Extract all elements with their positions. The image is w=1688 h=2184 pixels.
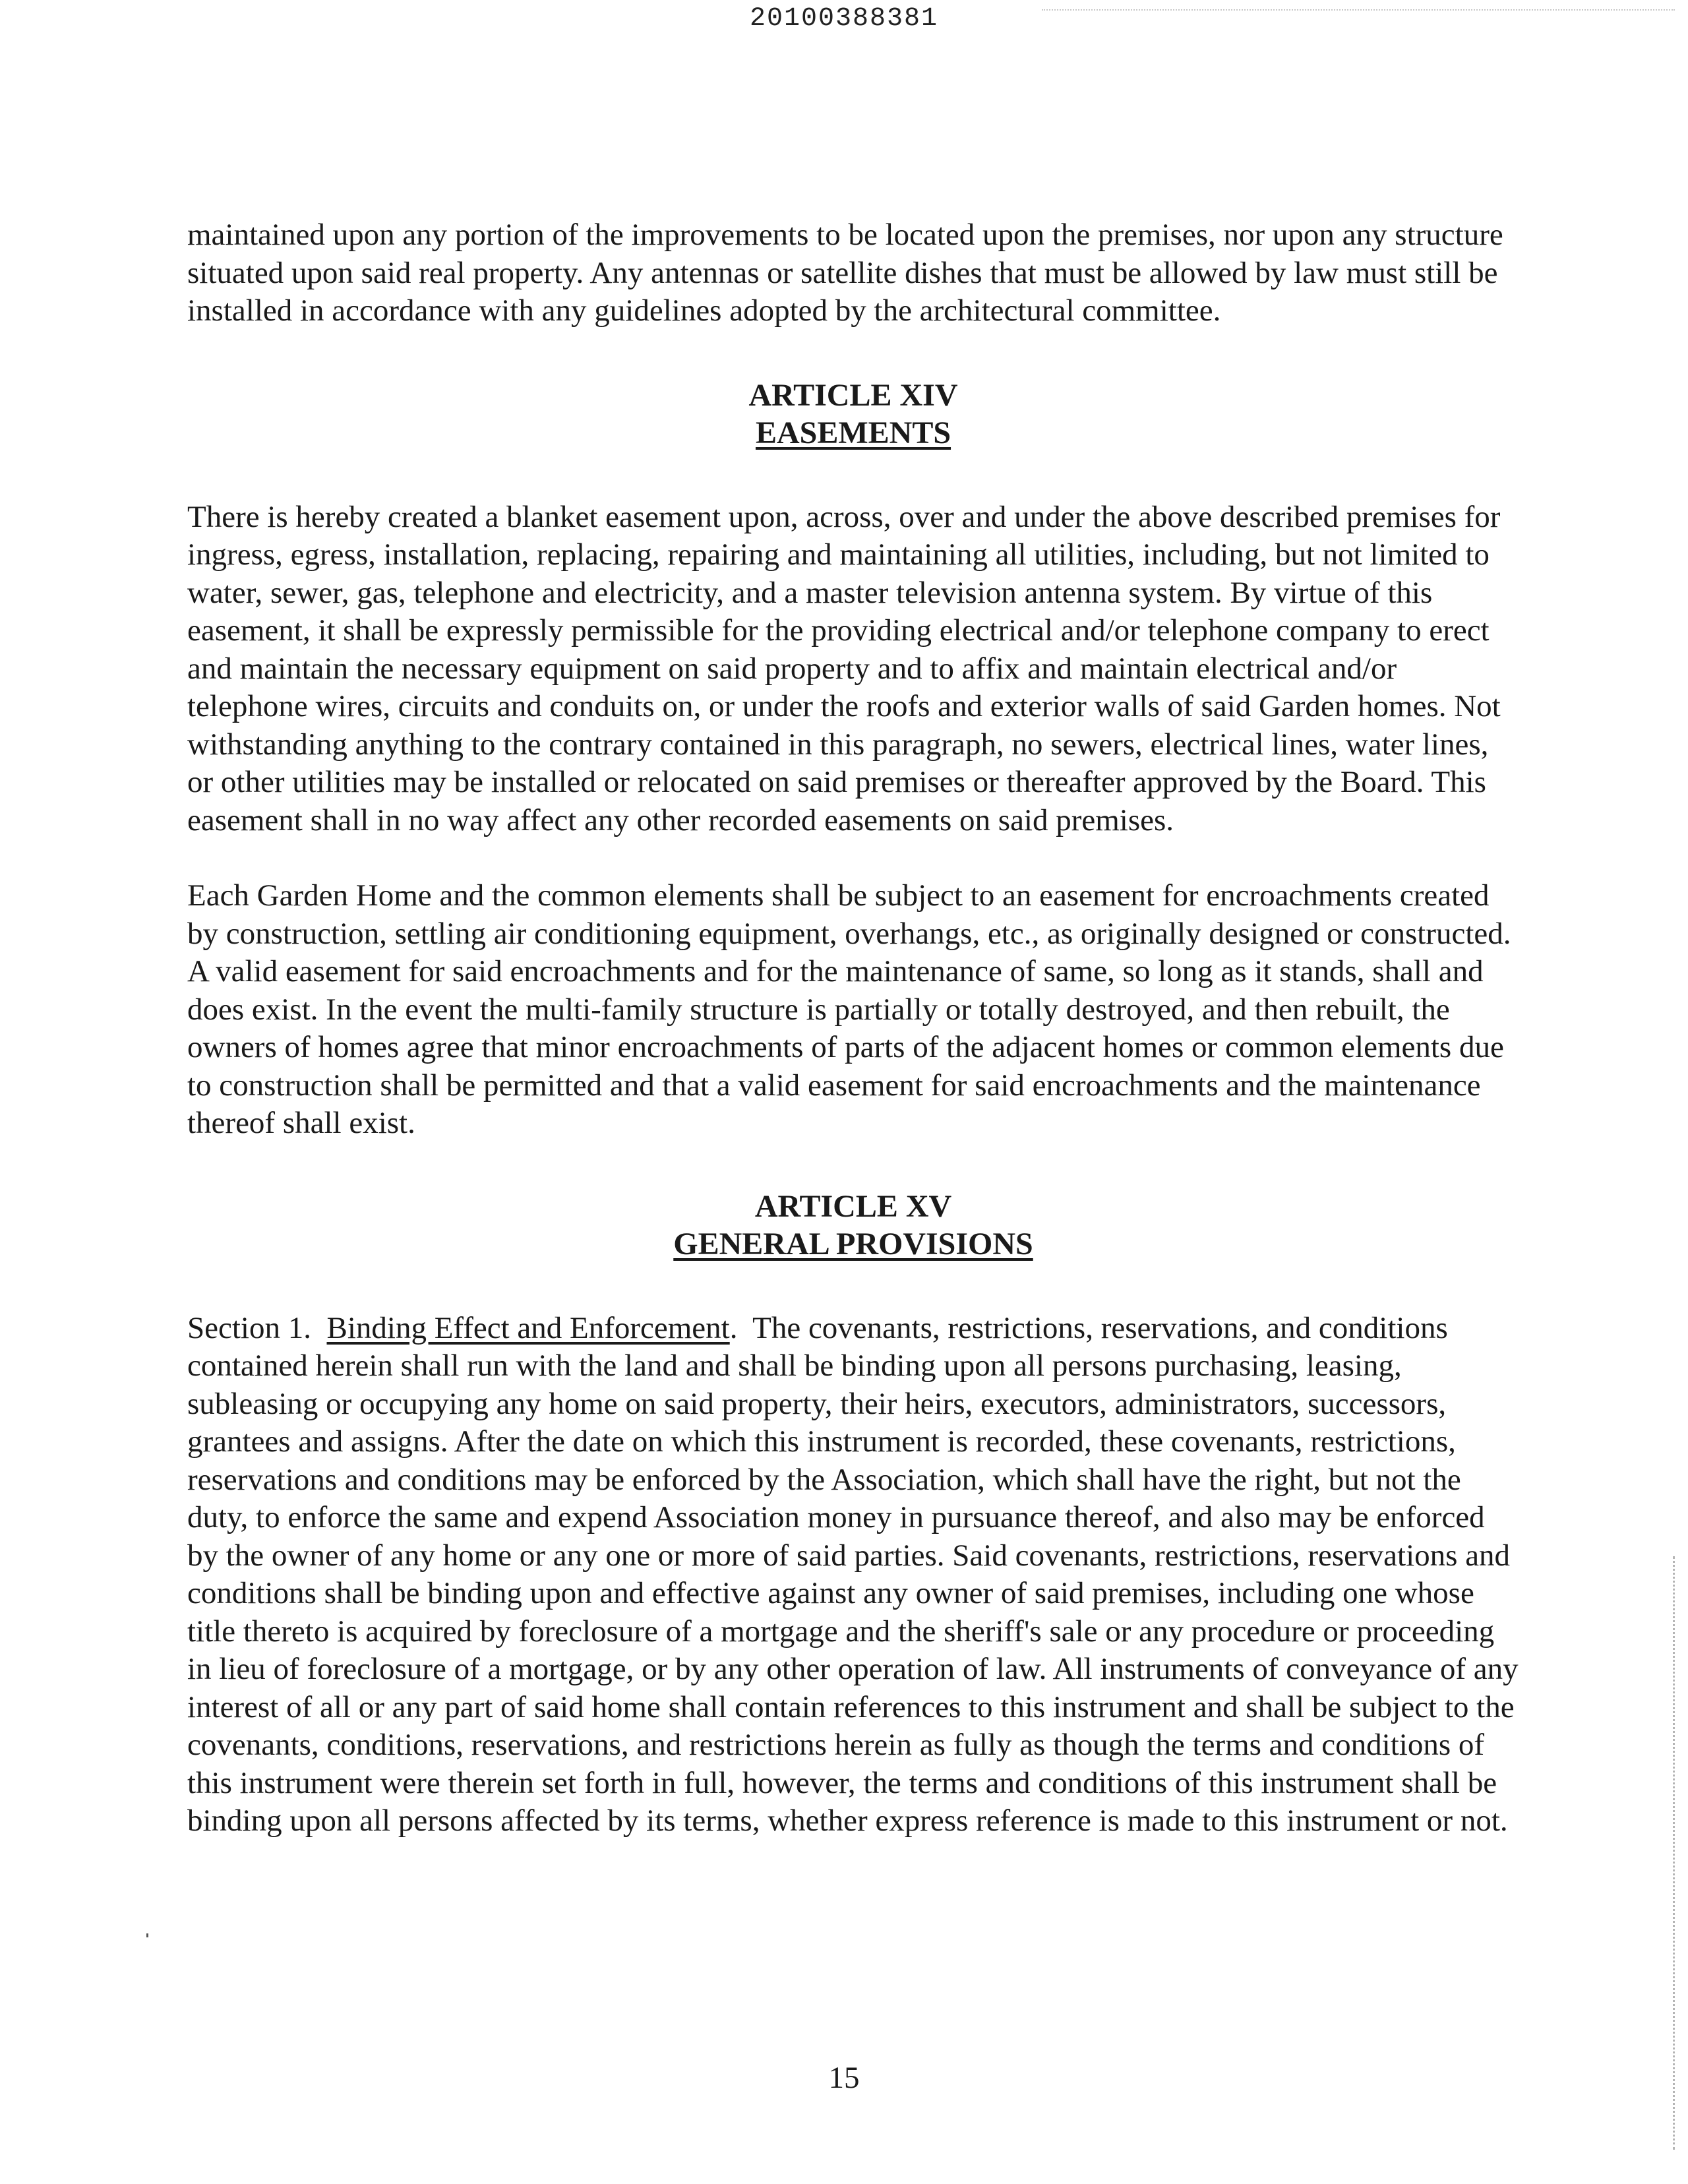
article-xv-subtitle: GENERAL PROVISIONS <box>673 1227 1033 1261</box>
section-1-text: The covenants, restrictions, reservations, and conditions contained herein shall run with the land and shall be binding upon all persons purchasing, leasing, subleasing or occupying any home on said property, their heirs, executors, administrators, successors, grantees and assigns. After the date on which this instrument is recorded, these covenants, restrictions, reservations and conditions may be enforced by the Association, which shall have the right, but not the duty, to enforce the same and expend Association money in pursuance thereof, and also may be enforced by the owner of any home or any one or more of said parties. Said covenants, restrictions, reservations and conditions shall be binding upon and effective against any owner of said premises, including one whose title thereto is acquired by foreclosure of a mortgage and the sheriff's sale or any procedure or proceeding in lieu of foreclosure of a mortgage, or by any other operation of law. All instruments of conveyance of any interest of all or any part of said home shall contain references to this instrument and shall be subject to the covenants, conditions, reservations, and restrictions herein as fully as though the terms and conditions of this instrument were therein set forth in full, however, the terms and conditions of this instrument shall be binding upon all persons affected by its terms, whether express reference is made to this instrument or not. <box>187 1310 1519 1838</box>
document-body <box>187 216 1519 1840</box>
intro-paragraph: maintained upon any portion of the improvements to be located upon the premises, nor upon any structure situated upon said real property. Any antennas or satellite dishes that must be allowed by law must still be installed in accordance with any guidelines adopted by the architectural committee. <box>187 218 1503 328</box>
document-number: 20100388381 <box>749 4 939 34</box>
article-xiv-title: ARTICLE XIV <box>748 377 958 413</box>
page-number: 15 <box>828 2061 860 2095</box>
easements-paragraph-1: There is hereby created a blanket easement upon, across, over and under the above described premises for ingress, egress, installation, replacing, repairing and maintaining all utilities, including, but not limited to water, sewer, gas, telephone and electricity, and a master television antenna system. By virtue of this easement, it shall be expressly permissible for the providing electrical and/or telephone company to erect and maintain the necessary equipment on said property and to affix and maintain electrical and/or telephone wires, circuits and conduits on, or under the roofs and exterior walls of said Garden homes. Not withstanding anything to the contrary contained in this paragraph, no sewers, electrical lines, water lines, or other utilities may be installed or relocated on said premises or thereafter approved by the Board. This easement shall in no way affect any other recorded easements on said premises. <box>187 499 1501 837</box>
section-1-heading: Binding Effect and Enforcement <box>326 1310 730 1345</box>
easements-paragraph-2: Each Garden Home and the common elements shall be subject to an easement for encroachments created by construction, settling air conditioning equipment, overhangs, etc., as originally designed or constructed. A valid easement for said encroachments and for the maintenance of same, so long as it stands, shall and does exist. In the event the multi-family structure is partially or totally destroyed, and then rebuilt, the owners of homes agree that minor encroachments of parts of the adjacent homes or common elements due to construction shall be permitted and that a valid easement for said encroachments and the maintenance thereof shall exist. <box>187 878 1511 1140</box>
article-xv-title: ARTICLE XV <box>754 1188 952 1224</box>
section-1-label: Section 1. <box>187 1310 311 1345</box>
article-xiv-subtitle: EASEMENTS <box>755 415 951 450</box>
scan-top-rule <box>1042 9 1675 11</box>
article-xv-heading <box>187 1188 1519 1263</box>
section-1-paragraph: Section 1. Binding Effect and Enforcement. The covenants, restrictions, reservations, and conditions contained herein shall run with the land and shall be binding upon all persons purchasing, leasing, subleasing or occupying any home on said property, their heirs, executors, administrators, successors, grantees and assigns. After the date on which this instrument is recorded, these covenants, restrictions, reservations and conditions may be enforced by the Association, which shall have the right, but not the duty, to enforce the same and expend Association money in pursuance thereof, and also may be enforced by the owner of any home or any one or more of said parties. Said covenants, restrictions, reservations and conditions shall be binding upon and effective against any owner of said premises, including one whose title thereto is acquired by foreclosure of a mortgage and the sheriff's sale or any procedure or proceeding in lieu of foreclosure of a mortgage, or by any other operation of law. All instruments of conveyance of any interest of all or any part of said home shall contain references to this instrument and shall be subject to the covenants, conditions, reservations, and restrictions herein as fully as though the terms and conditions of this instrument were therein set forth in full, however, the terms and conditions of this instrument shall be binding upon all persons affected by its terms, whether express reference is made to this instrument or not. <box>187 1310 1519 1838</box>
article-xiv-heading <box>187 377 1519 452</box>
scan-speck <box>146 1933 148 1937</box>
